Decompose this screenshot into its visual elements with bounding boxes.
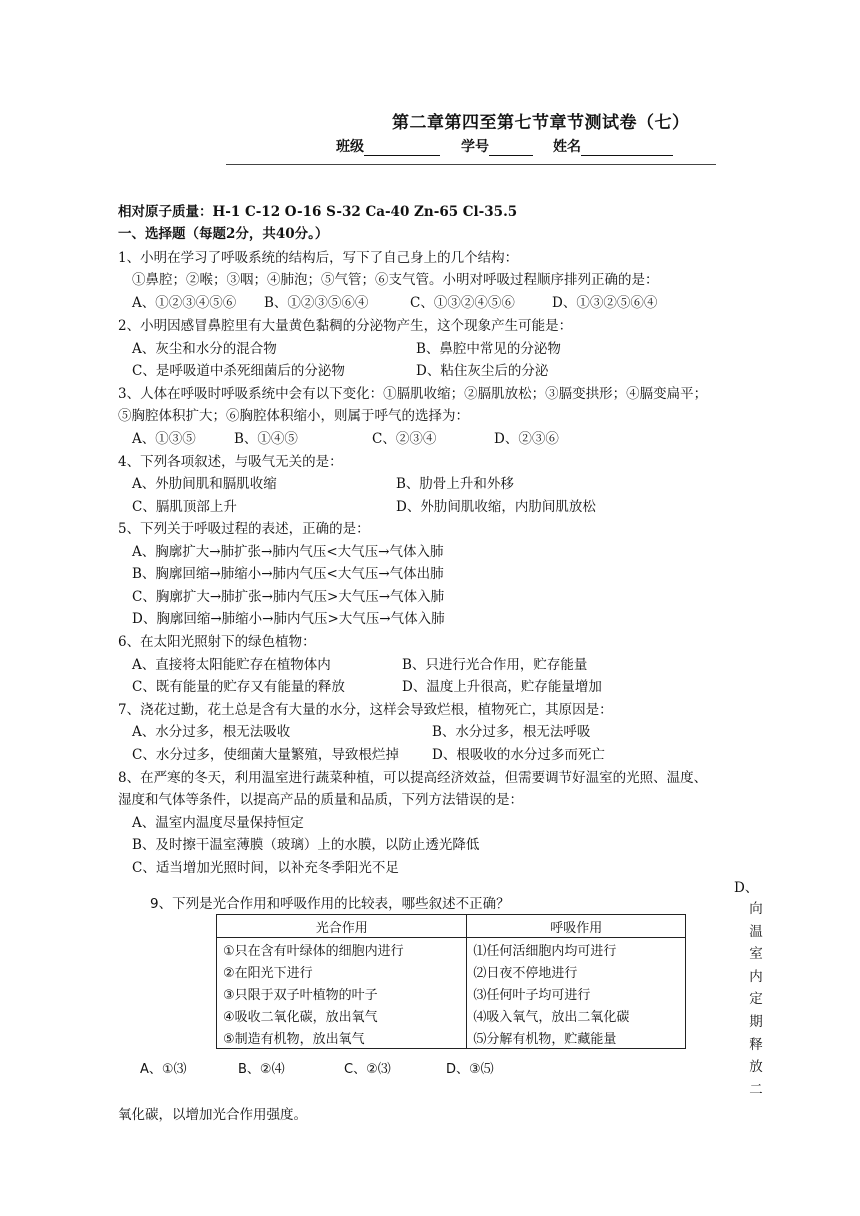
vertical-char: 放 (749, 1059, 763, 1076)
vertical-char: 定 (749, 991, 763, 1008)
question-2-option-d: D、粘住灰尘后的分泌 (416, 363, 549, 379)
vertical-char: 室 (749, 946, 763, 963)
section-heading: 一、选择题（每题2分，共40分。） (118, 226, 329, 242)
question-5-option-a: A、胸廓扩大→肺扩张→肺内气压<大气压→气体入肺 (132, 544, 444, 560)
question-9-option-c: C、②⑶ (344, 1062, 391, 1077)
question-5-option-d: D、胸廓回缩→肺缩小→肺内气压>大气压→气体入肺 (132, 611, 445, 627)
header-divider (226, 164, 716, 165)
question-4-option-a: A、外肋间肌和膈肌收缩 (132, 476, 277, 492)
question-9-option-d: D、③⑸ (446, 1062, 494, 1077)
question-1-option-a: A、①②③④⑤⑥ (132, 295, 237, 311)
question-8-stem-line-2: 湿度和气体等条件，以提高产品的质量和品质，下列方法错误的是： (118, 792, 523, 808)
table-header-photosynthesis: 光合作用 (217, 915, 467, 938)
question-8-option-b: B、及时擦干温室薄膜（玻璃）上的水膜，以防止透光降低 (132, 837, 480, 853)
table-header-row (217, 915, 686, 938)
table-cell: ①只在含有叶绿体的细胞内进行 (217, 938, 467, 961)
question-4-option-d: D、外肋间肌收缩，内肋间肌放松 (396, 499, 596, 515)
question-2-stem: 2、小明因感冒鼻腔里有大量黄色黏稠的分泌物产生，这个现象产生可能是： (118, 318, 573, 334)
table-cell: ⑤制造有机物，放出氧气 (217, 1026, 467, 1049)
table-cell: ⑸分解有机物，贮藏能量 (467, 1026, 686, 1049)
question-8-option-d-label: D、 (734, 880, 759, 896)
student-id-blank (489, 140, 533, 156)
question-1-stem-line-2: ①鼻腔；②喉；③咽；④肺泡；⑤气管；⑥支气管。小明对呼吸过程顺序排列正确的是： (132, 272, 659, 288)
table-cell: ⑷吸入氧气，放出二氧化碳 (467, 1004, 686, 1026)
question-1-option-b: B、①②③⑤⑥④ (264, 295, 369, 311)
question-3-stem: 3、人体在呼吸时呼吸系统中会有以下变化：①膈肌收缩；②膈肌放松；③膈变拱形；④膈变扁平； (118, 386, 708, 402)
vertical-char: 二 (749, 1081, 763, 1098)
atomic-mass-line: 相对原子质量：H-1 C-12 O-16 S-32 Ca-40 Zn-65 Cl-35.5 (118, 204, 518, 220)
class-label: 班级 (336, 139, 364, 155)
question-8-option-d-vertical-text (748, 898, 764, 1101)
question-3-option-d: D、②③⑥ (494, 431, 559, 447)
question-1-stem: 1、小明在学习了呼吸系统的结构后，写下了自己身上的几个结构： (118, 250, 519, 266)
question-3-option-a: A、①③⑤ (132, 431, 196, 447)
name-blank (581, 140, 673, 156)
table-row (217, 938, 686, 961)
class-blank (364, 140, 440, 156)
question-5-stem: 5、下列关于呼吸过程的表述，正确的是： (118, 521, 370, 537)
class-field (336, 136, 440, 156)
student-id-label: 学号 (461, 139, 489, 155)
question-8-stem: 8、在严寒的冬天，利用温室进行蔬菜种植，可以提高经济效益，但需要调节好温室的光照、温度、 (118, 770, 708, 786)
name-label: 姓名 (553, 139, 581, 155)
question-7-option-b: B、水分过多，根无法呼吸 (432, 724, 591, 740)
table-cell: ②在阳光下进行 (217, 960, 467, 982)
question-4-option-b: B、肋骨上升和外移 (396, 476, 514, 492)
table-cell: ③只限于双子叶植物的叶子 (217, 982, 467, 1004)
vertical-char: 温 (749, 923, 763, 940)
name-field (553, 136, 673, 156)
question-7-option-d: D、根吸收的水分过多而死亡 (432, 747, 605, 763)
question-8-option-d-tail: 氧化碳，以增加光合作用强度。 (118, 1107, 307, 1123)
question-1-option-c: C、①③②④⑤⑥ (410, 295, 515, 311)
question-4-option-c: C、膈肌顶部上升 (132, 499, 237, 515)
student-id-field (461, 136, 533, 156)
comparison-table (216, 914, 686, 1049)
table-cell: ⑴任何活细胞内均可进行 (467, 938, 686, 961)
vertical-char: 期 (749, 1013, 763, 1030)
question-6-option-c: C、既有能量的贮存又有能量的释放 (132, 679, 345, 695)
vertical-char: 释 (749, 1036, 763, 1053)
question-7-option-c: C、水分过多，使细菌大量繁殖，导致根烂掉 (132, 747, 399, 763)
question-6-option-b: B、只进行光合作用，贮存能量 (402, 657, 588, 673)
question-9-stem: 9、下列是光合作用和呼吸作用的比较表，哪些叙述不正确？ (150, 896, 510, 912)
table-cell: ⑵日夜不停地进行 (467, 960, 686, 982)
question-6-option-d: D、温度上升很高，贮存能量增加 (402, 679, 602, 695)
vertical-char: 内 (749, 968, 763, 985)
question-9-option-b: B、②⑷ (238, 1062, 285, 1077)
table-row (217, 960, 686, 982)
page-title: 第二章第四至第七节章节测试卷（七） (392, 113, 690, 133)
question-8-option-c: C、适当增加光照时间，以补充冬季阳光不足 (132, 860, 399, 876)
question-5-option-c: C、胸廓扩大→肺扩张→肺内气压>大气压→气体入肺 (132, 589, 445, 605)
question-9-option-a: A、①⑶ (140, 1062, 187, 1077)
table-row (217, 1004, 686, 1026)
question-5-option-b: B、胸廓回缩→肺缩小→肺内气压<大气压→气体出肺 (132, 566, 444, 582)
question-6-option-a: A、直接将太阳能贮存在植物体内 (132, 657, 331, 673)
question-2-option-a: A、灰尘和水分的混合物 (132, 341, 277, 357)
question-2-option-c: C、是呼吸道中杀死细菌后的分泌物 (132, 363, 345, 379)
question-8-option-a: A、温室内温度尽量保持恒定 (132, 815, 304, 831)
question-7-option-a: A、水分过多，根无法吸收 (132, 724, 291, 740)
question-3-option-c: C、②③④ (372, 431, 437, 447)
table-row (217, 982, 686, 1004)
vertical-char: 向 (749, 901, 763, 917)
question-6-stem: 6、在太阳光照射下的绿色植物： (118, 634, 316, 650)
question-4-stem: 4、下列各项叙述，与吸气无关的是： (118, 454, 343, 470)
table-cell: ⑶任何叶子均可进行 (467, 982, 686, 1004)
table-row (217, 1026, 686, 1049)
question-3-stem-line-2: ⑤胸腔体积扩大；⑥胸腔体积缩小，则属于呼气的选择为： (118, 408, 469, 424)
question-1-option-d: D、①③②⑤⑥④ (552, 295, 658, 311)
question-2-option-b: B、鼻腔中常见的分泌物 (416, 341, 561, 357)
table-cell: ④吸收二氧化碳，放出氧气 (217, 1004, 467, 1026)
question-3-option-b: B、①④⑤ (234, 431, 298, 447)
table-header-respiration: 呼吸作用 (467, 915, 686, 938)
question-7-stem: 7、浇花过勤，花土总是含有大量的水分，这样会导致烂根，植物死亡，其原因是： (118, 702, 613, 718)
